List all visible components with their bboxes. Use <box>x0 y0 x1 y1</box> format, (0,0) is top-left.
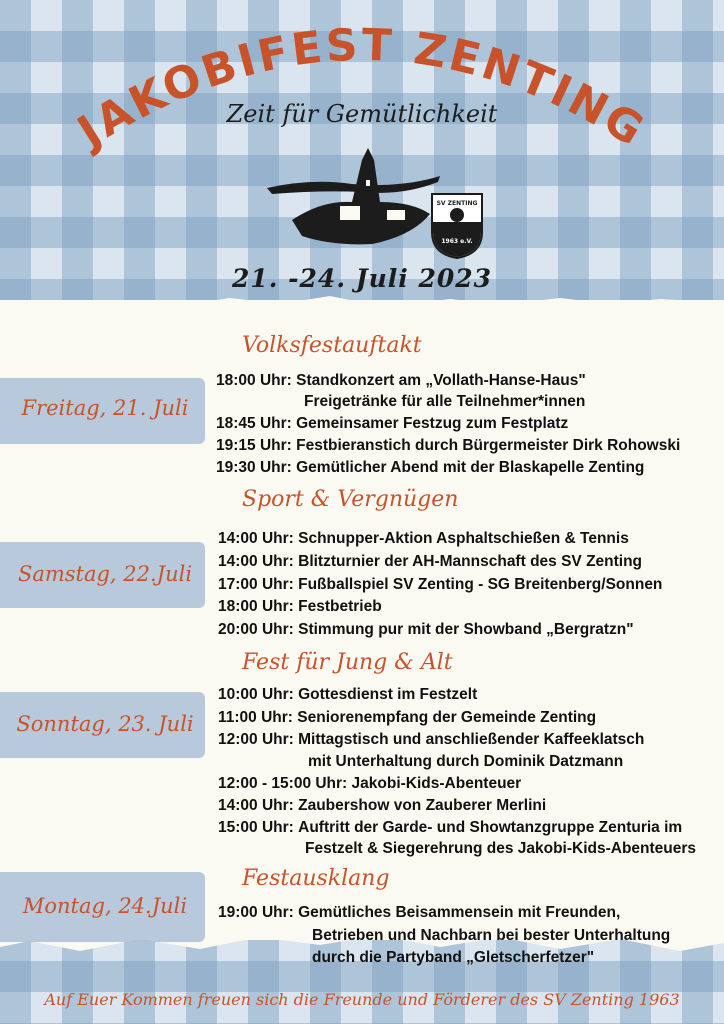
event-line: 18:00 Uhr: Festbetrieb <box>218 598 382 615</box>
section-title: Festausklang <box>242 866 390 891</box>
event-continuation: Freigetränke für alle Teilnehmer*innen <box>304 393 586 410</box>
event-continuation: durch die Partyband „Gletscherfetzer" <box>312 949 595 966</box>
subtitle: Zeit für Gemütlichkeit <box>226 100 498 128</box>
day-label: Samstag, 22.Juli <box>17 562 193 586</box>
day-label: Sonntag, 23. Juli <box>16 712 194 736</box>
footer-text: Auf Euer Kommen freuen sich die Freunde und Förderer des SV Zenting 1963 <box>44 990 680 1009</box>
section-title: Sport & Vergnügen <box>242 487 459 512</box>
event-line: 17:00 Uhr: Fußballspiel SV Zenting - SG Breitenberg/Sonnen <box>218 576 663 593</box>
village-silhouette <box>262 140 442 250</box>
event-line: 18:00 Uhr: Standkonzert am „Vollath-Hanse-Haus" <box>216 372 586 389</box>
event-line: 11:00 Uhr: Seniorenempfang der Gemeinde Zenting <box>218 709 597 726</box>
event-line: 18:45 Uhr: Gemeinsamer Festzug zum Festplatz <box>216 415 569 432</box>
festival-dates: 21. -24. Juli 2023 <box>231 264 493 293</box>
event-line: 14:00 Uhr: Zaubershow von Zauberer Merlini <box>218 797 547 814</box>
event-line: 15:00 Uhr: Auftritt der Garde- und Showtanzgruppe Zenturia im <box>218 819 683 836</box>
event-line: 12:00 Uhr: Mittagstisch und anschließender Kaffeeklatsch <box>218 731 645 748</box>
section-title: Fest für Jung & Alt <box>242 650 453 675</box>
day-label: Freitag, 21. Juli <box>21 396 189 420</box>
event-line: 12:00 - 15:00 Uhr: Jakobi-Kids-Abenteuer <box>218 775 522 792</box>
svg-text:JAKOBIFEST ZENTING <box>67 20 655 160</box>
festival-title: JAKOBIFEST ZENTING <box>69 19 655 158</box>
event-line: 19:00 Uhr: Gemütliches Beisammensein mit Freunden, <box>218 904 621 921</box>
section-title: Volksfestauftakt <box>242 333 422 358</box>
badge-bottom-text: 1963 e.V. <box>441 238 473 245</box>
event-line: 14:00 Uhr: Blitzturnier der AH-Mannschaft des SV Zenting <box>218 553 643 570</box>
event-line: 10:00 Uhr: Gottesdienst im Festzelt <box>218 686 478 703</box>
event-line: 19:15 Uhr: Festbieranstich durch Bürgermeister Dirk Rohowski <box>216 437 681 454</box>
event-continuation: Festzelt & Siegerehrung des Jakobi-Kids-Abenteuers <box>305 840 697 857</box>
day-label: Montag, 24.Juli <box>22 894 188 918</box>
badge-top-text: SV ZENTING <box>436 200 478 207</box>
event-continuation: Betrieben und Nachbarn bei bester Unterhaltung <box>312 927 671 944</box>
event-line: 20:00 Uhr: Stimmung pur mit der Showband „Bergratzn" <box>218 621 634 638</box>
event-continuation: mit Unterhaltung durch Dominik Datzmann <box>308 753 624 770</box>
club-badge <box>430 192 484 260</box>
event-line: 19:30 Uhr: Gemütlicher Abend mit der Blaskapelle Zenting <box>216 459 645 476</box>
event-line: 14:00 Uhr: Schnupper-Aktion Asphaltschießen & Tennis <box>218 530 629 547</box>
